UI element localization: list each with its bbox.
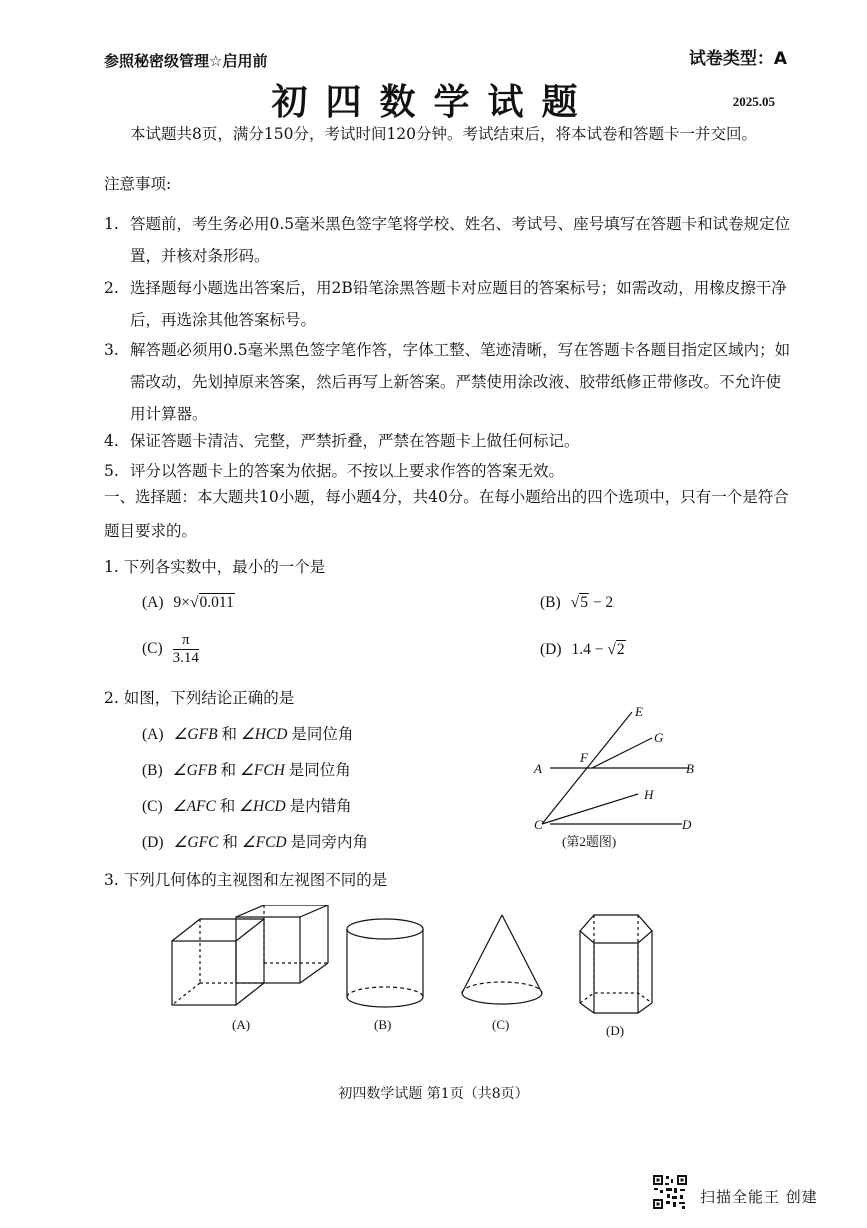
option-conclusion: 是内错角 (285, 798, 352, 815)
section-heading: 一、选择题：本大题共10小题，每小题4分，共40分。在每小题给出的四个选项中，只有一个是符合题目要求的。 (104, 488, 789, 540)
option-conclusion: 是同位角 (287, 726, 354, 743)
angle-2: ∠FCD (241, 834, 287, 851)
q1-option-a: (A) 9×√0.011 (142, 594, 234, 611)
angle-2: ∠FCH (239, 762, 285, 779)
angle-1: ∠AFC (172, 798, 216, 815)
secret-level: 参照秘密级管理☆启用前 (104, 52, 268, 70)
note-item (104, 208, 794, 272)
scanner-watermark (650, 1172, 860, 1218)
point-label-f: F (580, 750, 588, 765)
q2-option-d (142, 830, 368, 852)
solid-a-two-cubes (172, 905, 328, 1005)
option-label: (C) (142, 798, 163, 815)
note-number: 1. (104, 215, 119, 233)
q2-option-c (142, 794, 352, 816)
solid-label-b: (B) (374, 1017, 392, 1032)
option-label: (B) (142, 762, 163, 779)
solid-c-cone (462, 915, 542, 1004)
option-connector: 和 (215, 798, 240, 815)
note-number: 2. (104, 279, 119, 297)
point-label-a: A (534, 761, 542, 776)
point-label-g: G (654, 730, 664, 745)
question-1-stem: 1. 下列各实数中，最小的一个是 (104, 558, 326, 576)
notes-heading: 注意事项: (104, 175, 172, 193)
q2-option-a (142, 722, 353, 744)
page-title: 初四数学试题 (271, 82, 596, 123)
denominator: 3.14 (172, 650, 199, 666)
note-item (104, 425, 794, 457)
intro-paragraph: 本试题共8页，满分150分，考试时间120分钟。考试结束后，将本试卷和答题卡一并交回。 (130, 125, 758, 143)
point-label-b: B (686, 761, 694, 776)
option-connector: 和 (216, 762, 240, 779)
solid-d-hex-prism (580, 915, 652, 1013)
point-label-d: D (682, 817, 692, 832)
option-label: (A) (142, 726, 164, 743)
point-label-e: E (635, 704, 643, 719)
note-text: 选择题每小题选出答案后，用2B铅笔涂黑答题卡对应题目的答案标号；如需改动，用橡皮擦干净后，再选涂其他答案标号。 (130, 279, 787, 329)
note-item (104, 272, 794, 336)
solid-label-c: (C) (492, 1017, 510, 1032)
qr-code-icon (652, 1174, 688, 1210)
option-expr: − 2 (588, 594, 614, 611)
option-label: (D) (142, 834, 164, 851)
q2-option-b (142, 758, 351, 780)
note-item (104, 334, 794, 430)
note-number: 5. (104, 462, 119, 480)
q3-solids-figure (160, 905, 680, 1040)
numerator: π (173, 632, 199, 650)
note-text: 评分以答题卡上的答案为依据。不按以上要求作答的答案无效。 (130, 462, 565, 480)
option-connector: 和 (217, 726, 241, 743)
option-label: (B) (540, 594, 561, 611)
radicand: 2 (616, 641, 625, 658)
radicand: 0.011 (199, 594, 234, 611)
question-2-stem: 2. 如图，下列结论正确的是 (104, 689, 295, 707)
point-label-c: C (534, 817, 543, 832)
option-expr: 1.4 − (571, 641, 608, 658)
angle-1: ∠GFB (173, 726, 218, 743)
figure-caption: (第2题图) (562, 834, 617, 849)
question-3-stem: 3. 下列几何体的主视图和左视图不同的是 (104, 871, 388, 889)
option-label: (C) (142, 640, 163, 658)
option-expr: 9× (173, 594, 191, 611)
q1-option-d: (D) 1.4 − √2 (540, 641, 625, 658)
note-text: 解答题必须用0.5毫米黑色签字笔作答，字体工整、笔迹清晰，写在答题卡各题目指定区域内；如需改动，先划掉原来答案，然后再写上新答案。严禁使用涂改液、胶带纸修正带修改。不允许使用计算器。 (130, 341, 791, 423)
scanner-label: 扫描全能王 创建 (700, 1188, 818, 1206)
option-label: (A) (142, 594, 164, 611)
note-number: 3. (104, 341, 119, 359)
ray-fg (592, 738, 652, 768)
option-connector: 和 (218, 834, 242, 851)
angle-1: ∠GFB (172, 762, 217, 779)
paper-type: 试卷类型：A (688, 49, 787, 69)
q2-geometry-figure (520, 700, 720, 860)
solid-b-cylinder (347, 919, 423, 1007)
option-conclusion: 是同旁内角 (286, 834, 368, 851)
option-conclusion: 是同位角 (284, 762, 351, 779)
solid-label-a: (A) (232, 1017, 251, 1032)
q1-option-b: (B) √5 − 2 (540, 594, 614, 611)
radicand: 5 (580, 594, 588, 611)
point-label-h: H (644, 787, 654, 802)
q1-option-c (142, 632, 199, 667)
note-text: 答题前，考生务必用0.5毫米黑色签字笔将学校、姓名、考试号、座号填写在答题卡和试卷规定位置，并核对条形码。 (130, 215, 791, 265)
page-footer: 初四数学试题 第1页（共8页） (338, 1086, 529, 1102)
angle-2: ∠HCD (240, 726, 288, 743)
exam-date: 2025.05 (732, 94, 775, 109)
option-label: (D) (540, 641, 562, 658)
ray-ch (542, 794, 638, 824)
note-text: 保证答题卡清洁、完整，严禁折叠，严禁在答题卡上做任何标记。 (130, 432, 580, 450)
angle-1: ∠GFC (173, 834, 219, 851)
fraction (173, 632, 199, 667)
solid-label-d: (D) (606, 1023, 625, 1038)
note-number: 4. (104, 432, 119, 450)
angle-2: ∠HCD (239, 798, 286, 815)
